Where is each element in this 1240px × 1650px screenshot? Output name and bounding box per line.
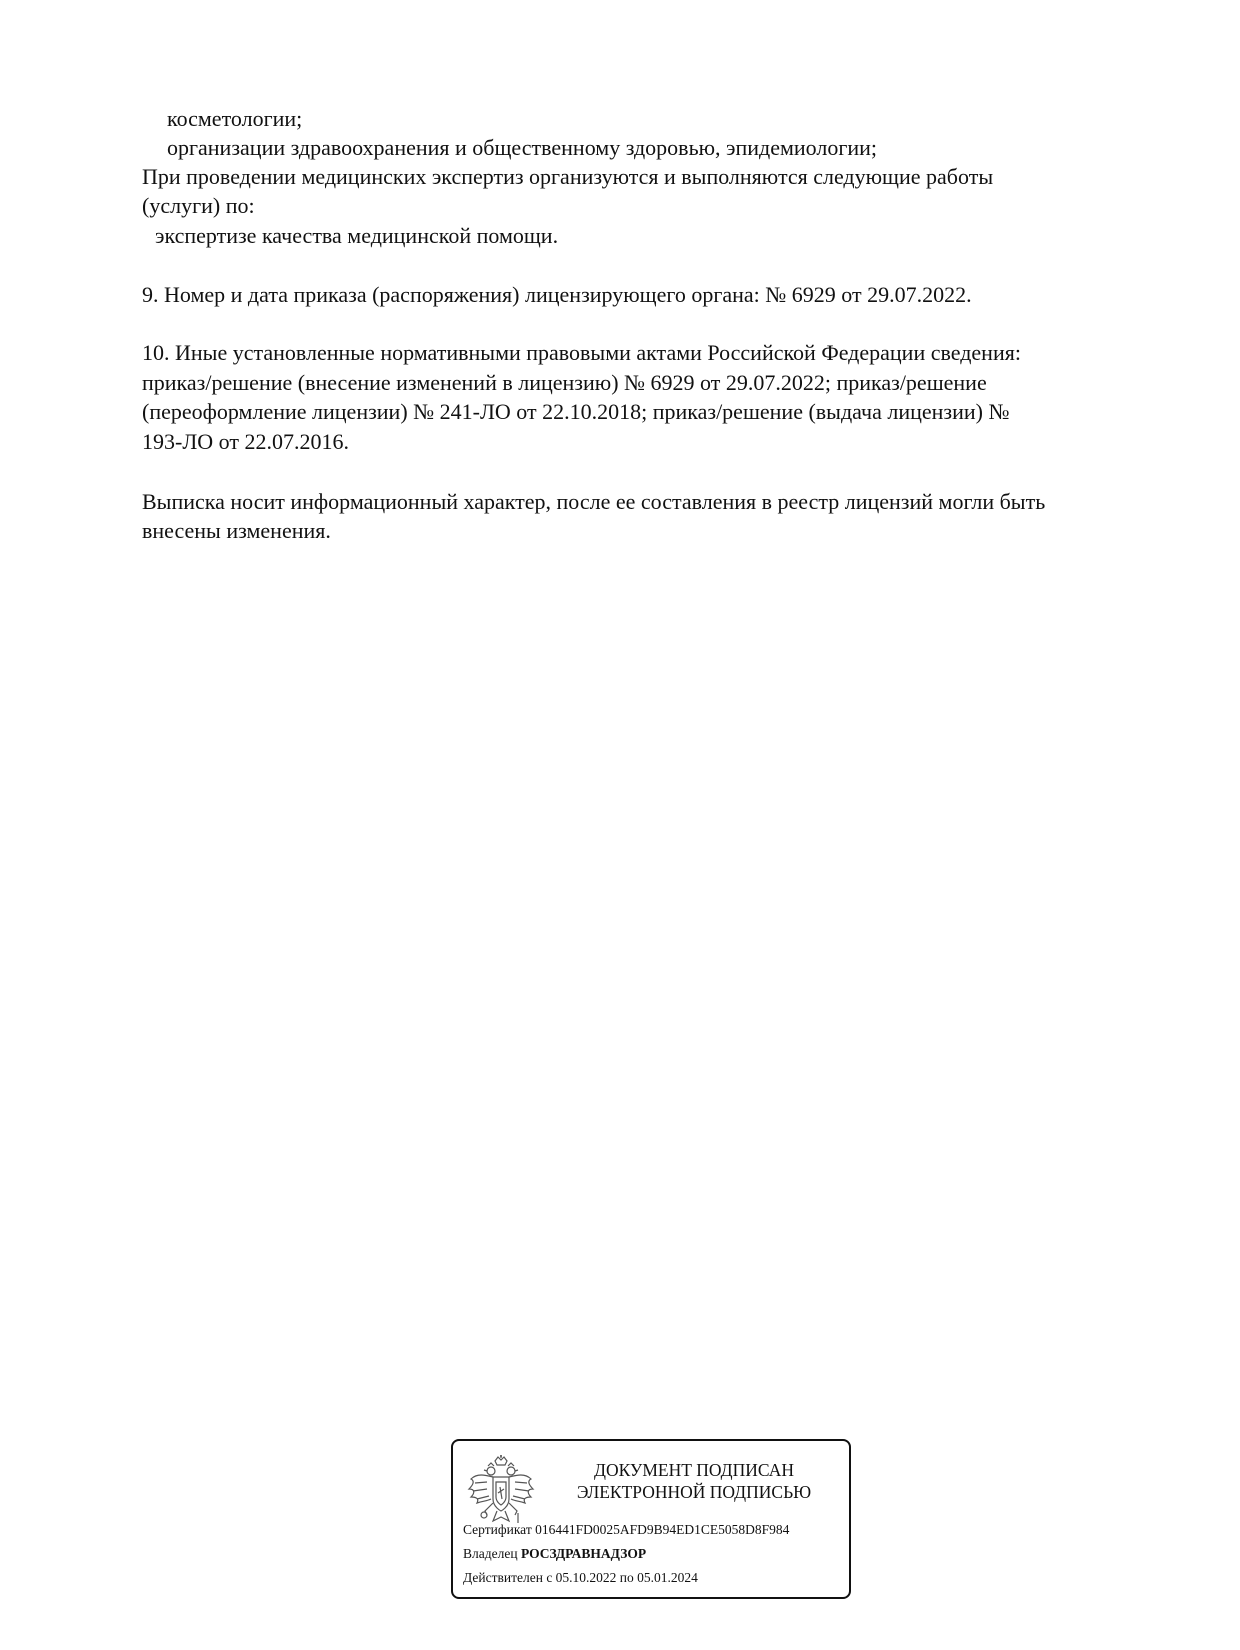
disclaimer-line: Выписка носит информационный характер, после ее составления в реестр лицензий могли быть (142, 489, 1046, 514)
certificate-label: Сертификат (463, 1522, 532, 1537)
text-line: косметологии; (167, 106, 303, 131)
certificate-row (463, 1521, 789, 1539)
owner-row (463, 1545, 646, 1563)
owner-label: Владелец (463, 1546, 518, 1561)
text-line: экспертизе качества медицинской помощи. (155, 223, 559, 248)
other-info-paragraph-line: 193-ЛО от 22.07.2016. (142, 429, 349, 454)
stamp-title-line: ДОКУМЕНТ ПОДПИСАН (594, 1460, 794, 1480)
validity-label: Действителен (463, 1570, 543, 1585)
validity-row (463, 1569, 698, 1587)
text-line: организации здравоохранения и общественному здоровью, эпидемиологии; (167, 135, 878, 160)
order-number-paragraph: 9. Номер и дата приказа (распоряжения) лицензирующего органа: № 6929 от 29.07.2022. (142, 282, 972, 307)
other-info-paragraph-line: (переоформление лицензии) № 241-ЛО от 22.10.2018; приказ/решение (выдача лицензии) № (142, 399, 1010, 424)
text-line: При проведении медицинских экспертиз организуются и выполняются следующие работы (142, 164, 994, 189)
electronic-signature-stamp (451, 1439, 851, 1599)
certificate-value: 016441FD0025AFD9B94ED1CE5058D8F984 (535, 1522, 790, 1537)
validity-value: с 05.10.2022 по 05.01.2024 (546, 1570, 698, 1585)
owner-value: РОСЗДРАВНАДЗОР (520, 1546, 647, 1561)
russian-coat-of-arms-icon (467, 1455, 535, 1531)
other-info-paragraph-line: 10. Иные установленные нормативными правовыми актами Российской Федерации сведения: (142, 340, 1021, 365)
text-line: (услуги) по: (142, 193, 255, 218)
stamp-title-line: ЭЛЕКТРОННОЙ ПОДПИСЬЮ (576, 1482, 812, 1502)
other-info-paragraph-line: приказ/решение (внесение изменений в лицензию) № 6929 от 29.07.2022; приказ/решение (142, 370, 987, 395)
disclaimer-line: внесены изменения. (142, 518, 331, 543)
